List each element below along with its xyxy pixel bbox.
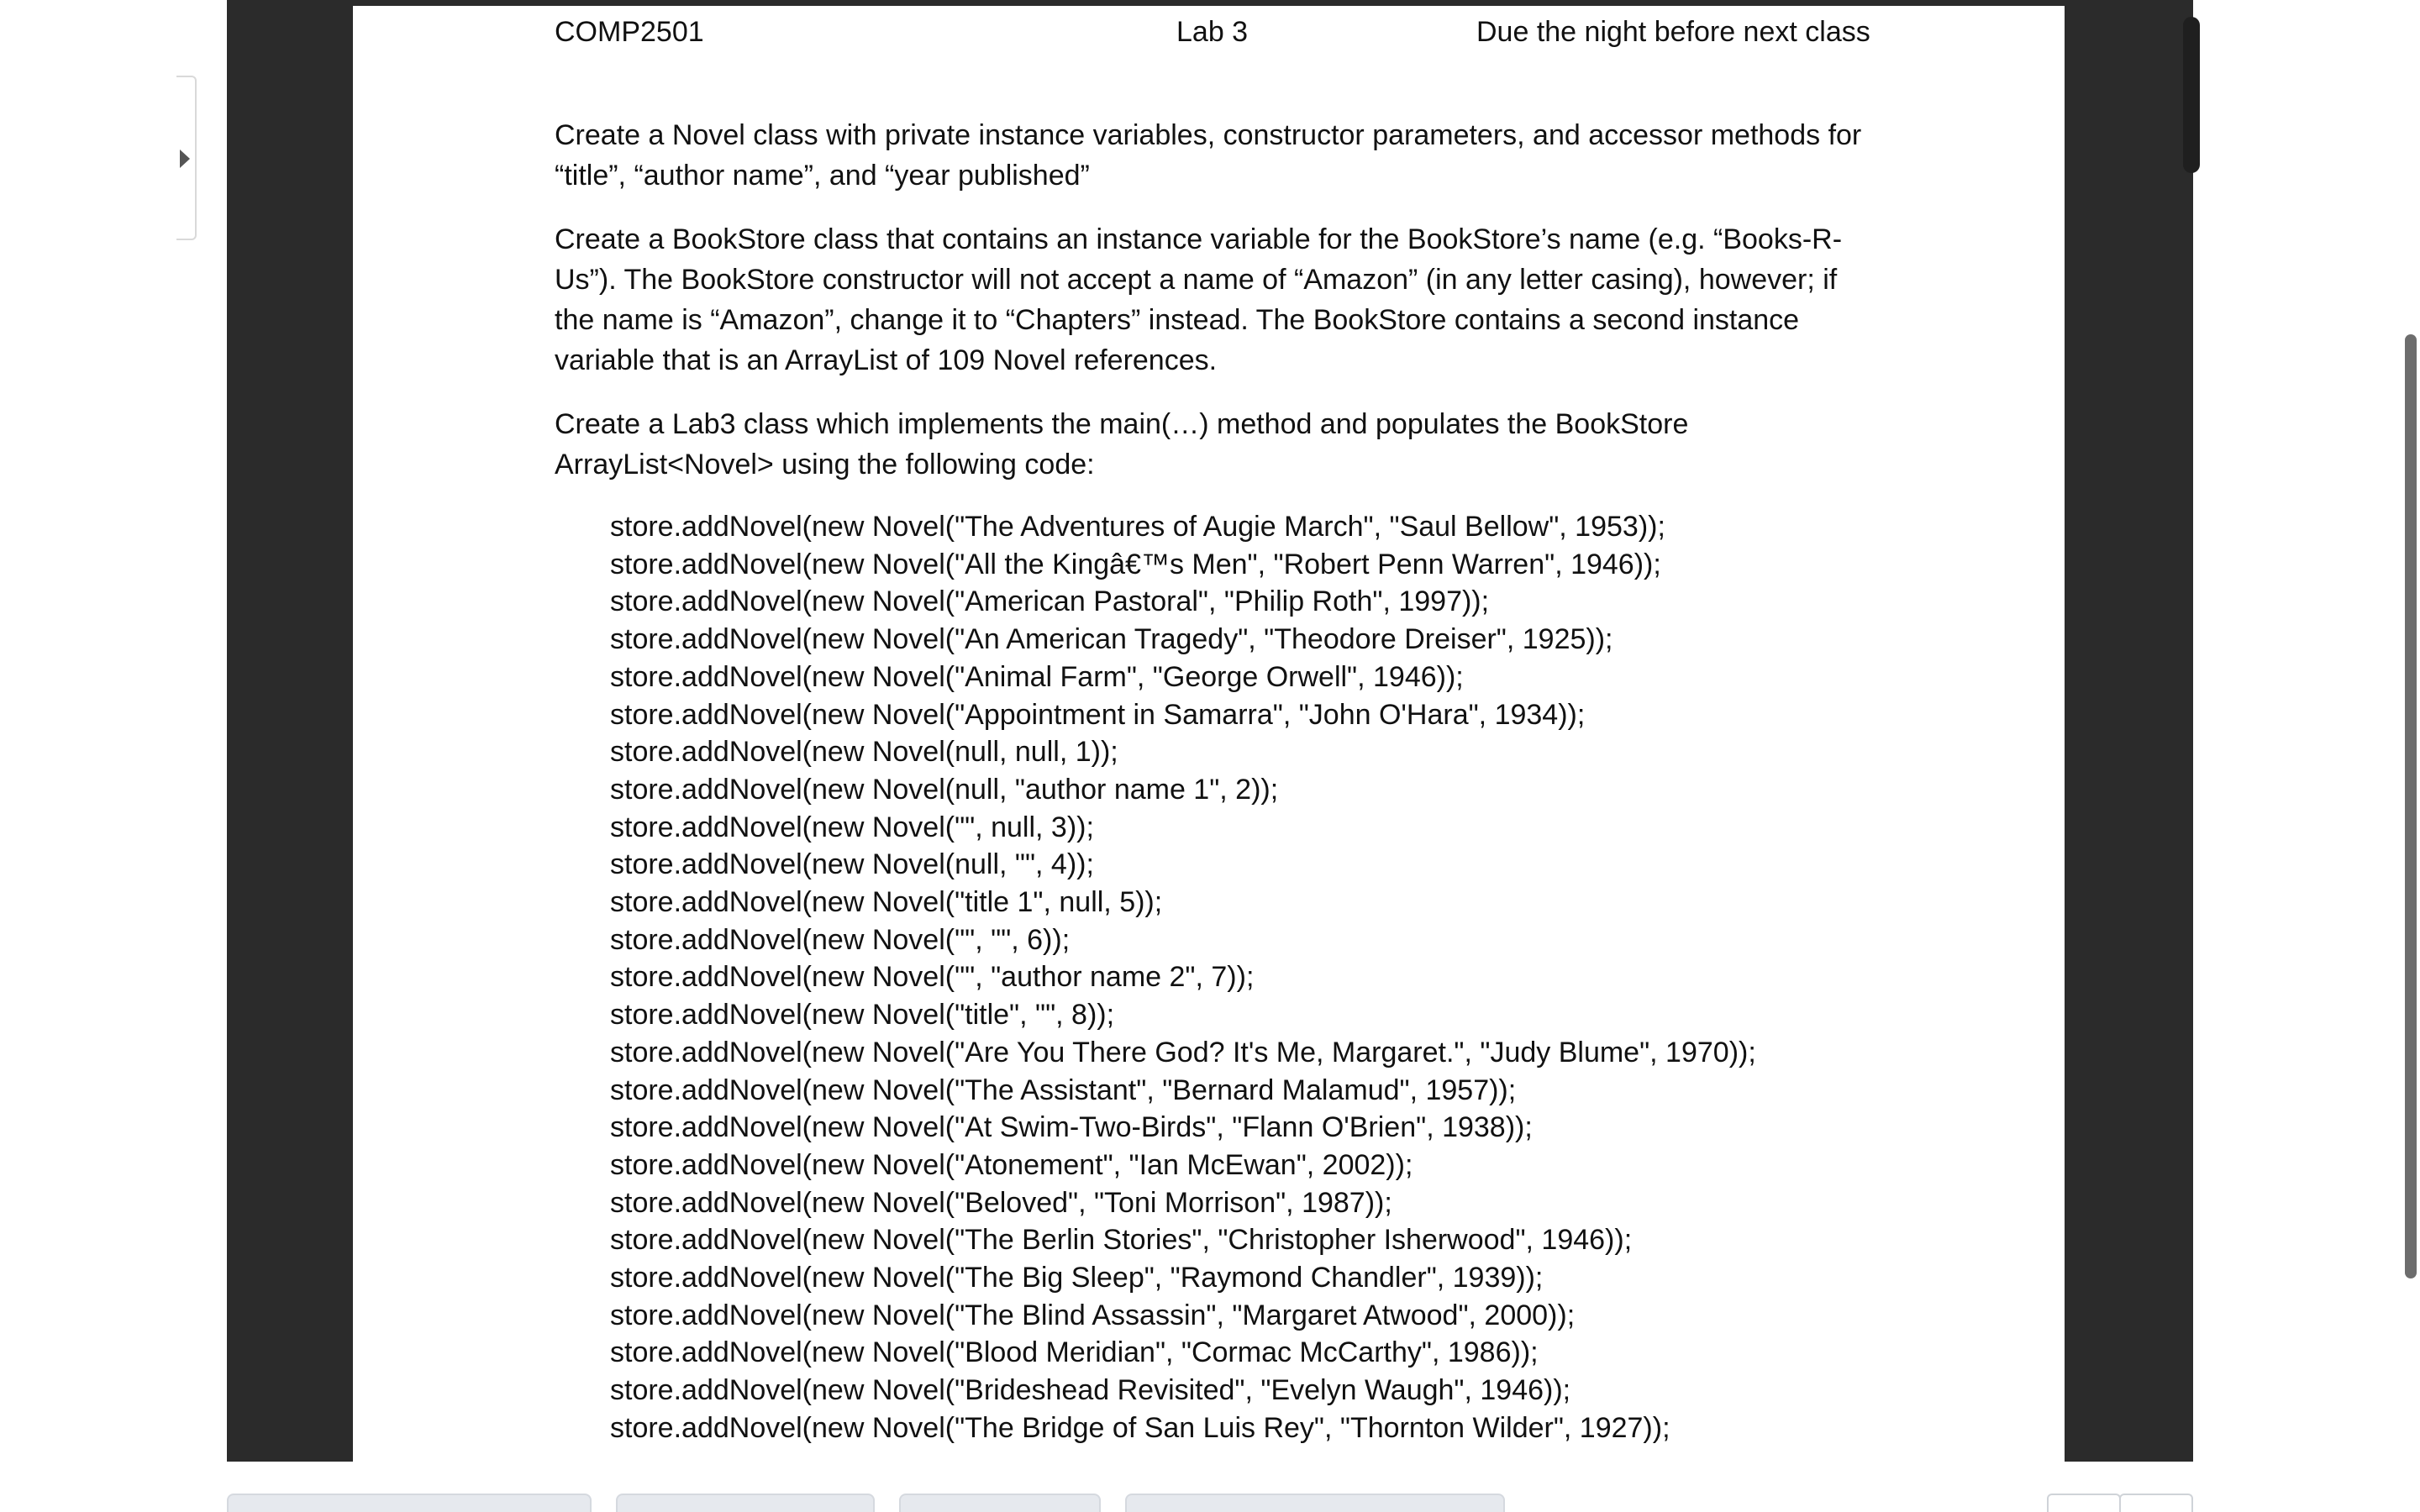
code-line: store.addNovel(new Novel("The Big Sleep", "Raymond Chandler", 1939));	[610, 1262, 1544, 1294]
code-line: store.addNovel(new Novel("", "author name 2", 7));	[610, 961, 1255, 994]
paragraph-bookstore: Create a BookStore class that contains an instance variable for the BookStore’s name (e.g. “Books-R-Us”). The BookStore constructor will not accept a name of “Amazon” (in any letter casing), however; if the name is “Amazon”, change it to “Chapters” instead. The BookStore contains a second instance variable that is an ArrayList of 109 Novel references.	[555, 223, 1843, 376]
lab-title: Lab 3	[1176, 16, 1249, 48]
code-line: store.addNovel(new Novel("An American Tragedy", "Theodore Dreiser", 1925));	[610, 623, 1613, 656]
bottom-button-3[interactable]	[899, 1494, 1101, 1512]
code-line: store.addNovel(new Novel("Brideshead Revisited", "Evelyn Waugh", 1946));	[610, 1374, 1571, 1407]
code-line: store.addNovel(new Novel("title", "", 8));	[610, 999, 1115, 1032]
code-line: store.addNovel(new Novel("Are You There God? It's Me, Margaret.", "Judy Blume", 1970));	[610, 1036, 1756, 1068]
bottom-button-1[interactable]	[227, 1494, 592, 1512]
code-line: store.addNovel(new Novel("Animal Farm", "George Orwell", 1946));	[610, 660, 1464, 693]
code-line: store.addNovel(new Novel("title 1", null, 5));	[610, 886, 1163, 919]
code-line: store.addNovel(new Novel("The Bridge of San Luis Rey", "Thornton Wilder", 1927));	[610, 1411, 1670, 1444]
zoom-in-button[interactable]	[2119, 1494, 2193, 1512]
window-scrollbar[interactable]	[2405, 334, 2417, 1278]
document-page	[353, 6, 2065, 1462]
caret-right-icon	[180, 150, 190, 168]
sidebar-toggle-button[interactable]	[176, 76, 197, 240]
code-line: store.addNovel(new Novel("The Blind Assassin", "Margaret Atwood", 2000));	[610, 1299, 1576, 1331]
code-block	[610, 508, 1916, 1447]
code-line: store.addNovel(new Novel("At Swim-Two-Birds", "Flann O'Brien", 1938));	[610, 1111, 1533, 1144]
code-line: store.addNovel(new Novel(null, "author name 1", 2));	[610, 773, 1279, 806]
code-line: store.addNovel(new Novel("The Assistant", "Bernard Malamud", 1957));	[610, 1074, 1517, 1106]
code-line: store.addNovel(new Novel("All the Kingâ€™s Men", "Robert Penn Warren", 1946));	[610, 548, 1661, 580]
code-line: store.addNovel(new Novel("Beloved", "Toni Morrison", 1987));	[610, 1186, 1392, 1219]
code-line: store.addNovel(new Novel(null, null, 1));	[610, 736, 1118, 769]
code-line: store.addNovel(new Novel("Atonement", "Ian McEwan", 2002));	[610, 1148, 1413, 1181]
paragraph-lab3: Create a Lab3 class which implements the main(…) method and populates the BookStore ArrayList<Novel> using the following code:	[555, 408, 1689, 480]
page-header	[555, 6, 1916, 58]
code-line: store.addNovel(new Novel("American Pastoral", "Philip Roth", 1997));	[610, 585, 1490, 618]
bottom-button-4[interactable]	[1125, 1494, 1505, 1512]
code-line: store.addNovel(new Novel("", "", 6));	[610, 923, 1071, 956]
viewer-scrollbar[interactable]	[2183, 17, 2200, 173]
code-line: store.addNovel(new Novel("", null, 3));	[610, 811, 1094, 843]
code-line: store.addNovel(new Novel("The Adventures of Augie March", "Saul Bellow", 1953));	[610, 511, 1665, 543]
zoom-out-button[interactable]	[2047, 1494, 2121, 1512]
code-line: store.addNovel(new Novel("Blood Meridian", "Cormac McCarthy", 1986));	[610, 1336, 1539, 1369]
course-code: COMP2501	[555, 16, 704, 48]
due-date: Due the night before next class	[1476, 16, 1870, 48]
page-content	[555, 6, 1916, 1447]
code-line: store.addNovel(new Novel("Appointment in Samarra", "John O'Hara", 1934));	[610, 698, 1586, 731]
document-viewer	[227, 0, 2193, 1462]
code-line: store.addNovel(new Novel("The Berlin Stories", "Christopher Isherwood", 1946));	[610, 1224, 1633, 1257]
code-line: store.addNovel(new Novel(null, "", 4));	[610, 848, 1094, 881]
bottom-button-2[interactable]	[616, 1494, 875, 1512]
paragraph-novel: Create a Novel class with private instance variables, constructor parameters, and accessor methods for “title”, “author name”, and “year published”	[555, 119, 1862, 192]
